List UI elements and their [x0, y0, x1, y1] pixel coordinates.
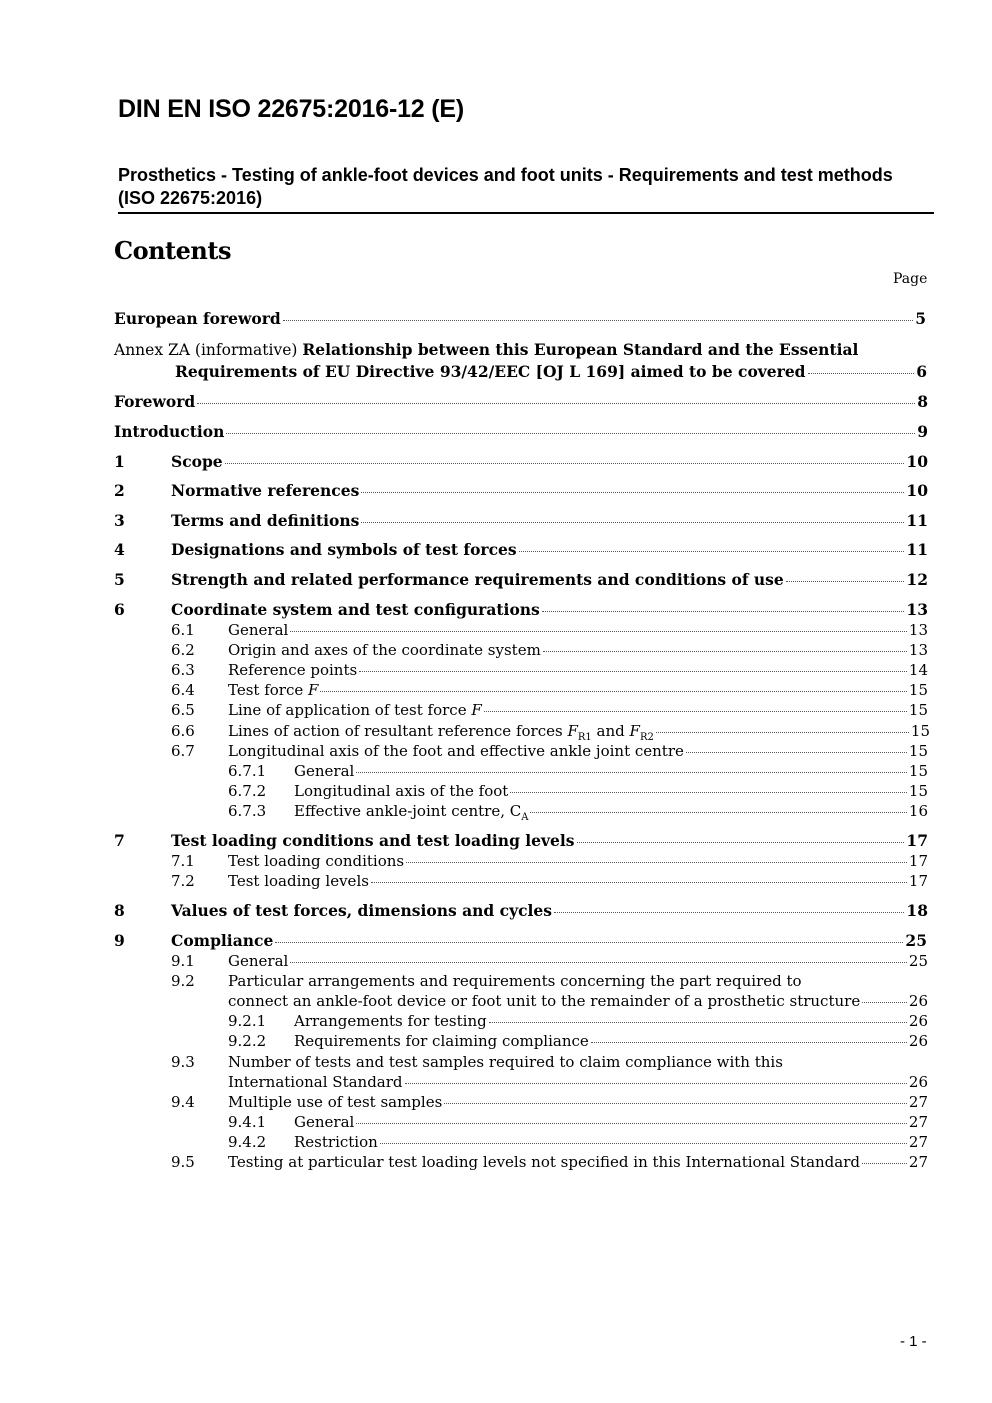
toc-entry-6-7-3[interactable]: Effective ankle-joint centre, $C_A$ 16 [294, 802, 928, 823]
toc-num-9-2: 9.2 [171, 972, 195, 990]
page-column-label: Page [893, 271, 928, 287]
toc-entry-9-5[interactable]: Testing at particular test loading levels not specified in this International Standard 27 [228, 1153, 928, 1171]
toc-entry-6-7-1[interactable]: General 15 [294, 762, 928, 780]
toc-entry-6-7[interactable]: Longitudinal axis of the foot and effective ankle joint centre 15 [228, 742, 928, 760]
toc-num-1: 1 [114, 452, 125, 471]
toc-entry-9-4-2[interactable]: Restriction 27 [294, 1133, 928, 1151]
toc-entry-annex-za-line1[interactable]: Annex ZA (informative) Relationship between this European Standard and the Essential [114, 340, 859, 359]
toc-num-5: 5 [114, 570, 125, 589]
toc-entry-9-2-line2[interactable]: connect an ankle-foot device or foot unit to the remainder of a prosthetic structure 26 [228, 992, 928, 1010]
toc-num-9-2-2: 9.2.2 [228, 1032, 267, 1050]
toc-entry-european-foreword[interactable]: European foreword 5 [114, 309, 926, 328]
toc-entry-values[interactable]: Values of test forces, dimensions and cycles 18 [171, 901, 928, 920]
toc-entry-annex-za-line2[interactable]: Requirements of EU Directive 93/42/EEC [OJ L 169] aimed to be covered 6 [175, 362, 927, 381]
toc-num-6-6: 6.6 [171, 722, 195, 740]
toc-entry-6-3[interactable]: Reference points 14 [228, 661, 928, 679]
toc-entry-6-7-2[interactable]: Longitudinal axis of the foot 15 [294, 782, 928, 800]
toc-entry-9-4-1[interactable]: General 27 [294, 1113, 928, 1131]
toc-entry-strength[interactable]: Strength and related performance requirements and conditions of use 12 [171, 570, 928, 589]
toc-num-6-4: 6.4 [171, 681, 195, 699]
toc-num-7-2: 7.2 [171, 872, 195, 890]
toc-num-9-4: 9.4 [171, 1093, 195, 1111]
toc-entry-9-2-2[interactable]: Requirements for claiming compliance 26 [294, 1032, 928, 1050]
toc-num-6: 6 [114, 600, 125, 619]
toc-num-7-1: 7.1 [171, 852, 195, 870]
toc-num-6-7: 6.7 [171, 742, 195, 760]
toc-entry-9-3-line2[interactable]: International Standard 26 [228, 1073, 928, 1091]
toc-num-6-2: 6.2 [171, 641, 195, 659]
toc-entry-9-2-1[interactable]: Arrangements for testing 26 [294, 1012, 928, 1030]
toc-num-2: 2 [114, 481, 125, 500]
toc-entry-test-loading[interactable]: Test loading conditions and test loading levels 17 [171, 831, 928, 850]
toc-num-9-5: 9.5 [171, 1153, 195, 1171]
toc-num-6-1: 6.1 [171, 621, 195, 639]
toc-entry-designations[interactable]: Designations and symbols of test forces 11 [171, 540, 928, 559]
toc-entry-7-1[interactable]: Test loading conditions 17 [228, 852, 928, 870]
toc-entry-6-2[interactable]: Origin and axes of the coordinate system 13 [228, 641, 928, 659]
toc-entry-9-1[interactable]: General 25 [228, 952, 928, 970]
toc-entry-7-2[interactable]: Test loading levels 17 [228, 872, 928, 890]
toc-num-7: 7 [114, 831, 125, 850]
toc-num-6-7-1: 6.7.1 [228, 762, 267, 780]
toc-entry-6-5[interactable]: Line of application of test force F 15 [228, 701, 928, 719]
toc-entry-9-4[interactable]: Multiple use of test samples 27 [228, 1093, 928, 1111]
toc-entry-normative-references[interactable]: Normative references 10 [171, 481, 928, 500]
toc-entry-compliance[interactable]: Compliance 25 [171, 931, 927, 950]
toc-num-6-7-2: 6.7.2 [228, 782, 267, 800]
toc-num-9-4-1: 9.4.1 [228, 1113, 267, 1131]
toc-num-6-7-3: 6.7.3 [228, 802, 267, 820]
toc-num-3: 3 [114, 511, 125, 530]
toc-num-4: 4 [114, 540, 125, 559]
toc-num-6-3: 6.3 [171, 661, 195, 679]
toc-entry-6-1[interactable]: General 13 [228, 621, 928, 639]
toc-num-9-4-2: 9.4.2 [228, 1133, 267, 1151]
toc-entry-introduction[interactable]: Introduction 9 [114, 422, 928, 441]
toc-entry-coordinate-system[interactable]: Coordinate system and test configurations 13 [171, 600, 928, 619]
toc-entry-9-2-line1[interactable]: Particular arrangements and requirements concerning the part required to [228, 972, 802, 990]
contents-heading: Contents [114, 236, 231, 265]
toc-entry-6-4[interactable]: Test force F 15 [228, 681, 928, 699]
toc-num-8: 8 [114, 901, 125, 920]
toc-num-9-2-1: 9.2.1 [228, 1012, 267, 1030]
toc-num-9-3: 9.3 [171, 1053, 195, 1071]
toc-entry-9-3-line1[interactable]: Number of tests and test samples required to claim compliance with this [228, 1053, 783, 1071]
toc-entry-foreword[interactable]: Foreword 8 [114, 392, 928, 411]
toc-entry-terms-definitions[interactable]: Terms and definitions 11 [171, 511, 928, 530]
page-number: - 1 - [900, 1333, 927, 1350]
document-id: DIN EN ISO 22675:2016-12 (E) [118, 95, 464, 123]
toc-num-9-1: 9.1 [171, 952, 195, 970]
toc-entry-scope[interactable]: Scope 10 [171, 452, 928, 471]
document-title: Prosthetics - Testing of ankle-foot devices and foot units - Requirements and test methods (ISO 22675:2016) [118, 164, 934, 214]
toc-num-6-5: 6.5 [171, 701, 195, 719]
toc-entry-6-6[interactable]: Lines of action of resultant reference forces $F_{R1}$ and $F_{R2}$ 15 [228, 722, 930, 743]
toc-num-9: 9 [114, 931, 125, 950]
